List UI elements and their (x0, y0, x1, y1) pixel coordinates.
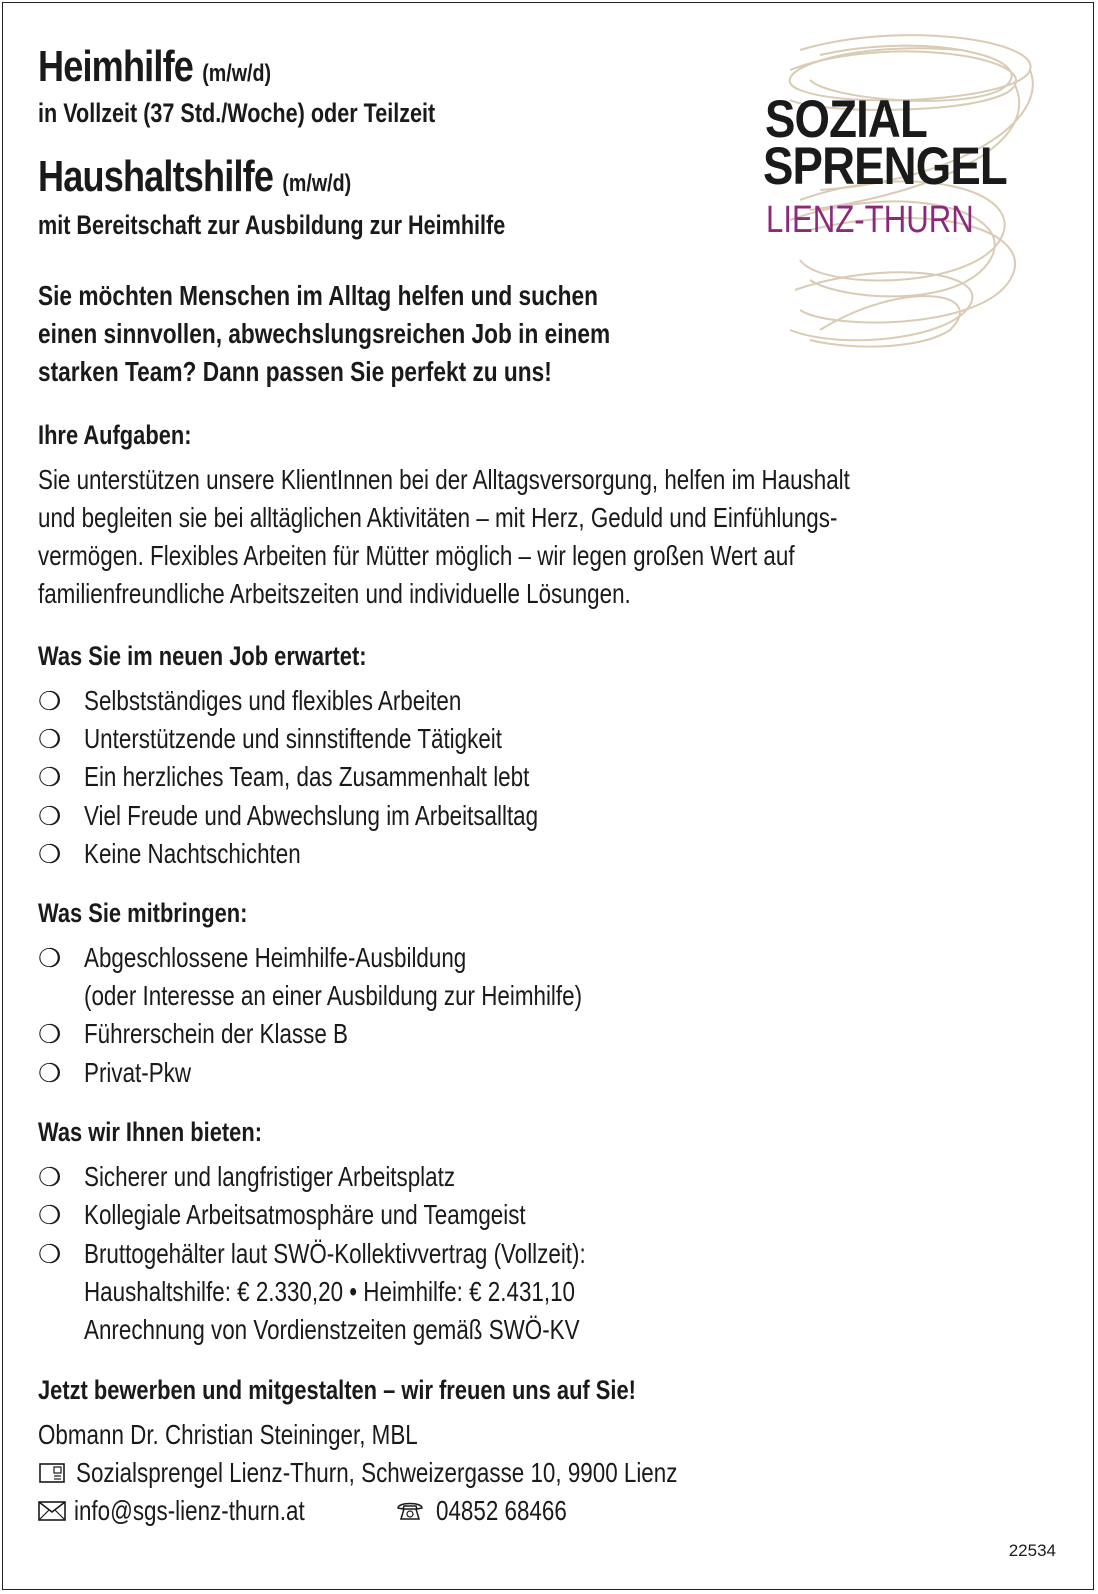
circle-bullet-icon: ❍ (38, 686, 62, 716)
gender-suffix: (m/w/d) (282, 170, 352, 197)
section-heading-mitbringen: Was Sie mitbringen: (38, 898, 248, 928)
section-heading-aufgaben: Ihre Aufgaben: (38, 420, 192, 450)
intro-line: starken Team? Dann passen Sie perfekt zu uns! (38, 356, 552, 387)
phone-number[interactable]: 04852 68466 (436, 1495, 567, 1526)
contact-name: Obmann Dr. Christian Steininger, MBL (38, 1419, 418, 1450)
circle-bullet-icon: ❍ (38, 1200, 62, 1230)
call-to-action: Jetzt bewerben und mitgestalten – wir freuen uns auf Sie! (38, 1375, 636, 1405)
job-subtitle-haushaltshilfe: mit Bereitschaft zur Ausbildung zur Heimhilfe (38, 210, 506, 240)
circle-bullet-icon: ❍ (38, 943, 62, 973)
aufgaben-paragraph (38, 461, 850, 613)
section-heading-erwartet: Was Sie im neuen Job erwartet: (38, 641, 367, 671)
job-title-heimhilfe: Heimhilfe (m/w/d) (38, 42, 272, 91)
job-subtitle-heimhilfe: in Vollzeit (37 Std./Woche) oder Teilzeit (38, 98, 436, 128)
aufgaben-line: und begleiten sie bei alltäglichen Aktivitäten – mit Herz, Geduld und Einfühlungs- (38, 502, 838, 533)
circle-bullet-icon: ❍ (38, 1162, 62, 1192)
circle-bullet-icon: ❍ (38, 801, 62, 831)
logo-text-sozial: SOZIAL (765, 90, 927, 149)
circle-bullet-icon: ❍ (38, 724, 62, 754)
address-text: Sozialsprengel Lienz-Thurn, Schweizergasse 10, 9900 Lienz (76, 1457, 678, 1488)
envelope-icon (38, 1501, 66, 1521)
email-link[interactable]: info@sgs-lienz-thurn.at (74, 1495, 305, 1526)
telephone-icon (396, 1500, 424, 1522)
gender-suffix: (m/w/d) (202, 60, 272, 87)
intro-line: Sie möchten Menschen im Alltag helfen und suchen (38, 280, 598, 311)
intro-line: einen sinnvollen, abwechslungsreichen Job in einem (38, 318, 611, 349)
aufgaben-line: familienfreundliche Arbeitszeiten und individuelle Lösungen. (38, 578, 631, 609)
circle-bullet-icon: ❍ (38, 1019, 62, 1049)
job-title-haushaltshilfe: Haushaltshilfe (m/w/d) (38, 152, 352, 201)
reference-number: 22534 (1008, 1541, 1056, 1560)
aufgaben-line: Sie unterstützen unsere KlientInnen bei der Alltagsversorgung, helfen im Haushalt (38, 464, 850, 495)
circle-bullet-icon: ❍ (38, 1239, 62, 1269)
aufgaben-line: vermögen. Flexibles Arbeiten für Mütter möglich – wir legen großen Wert auf (38, 540, 795, 571)
logo-text-sprengel: SPRENGEL (763, 137, 1007, 196)
intro-paragraph (38, 277, 610, 391)
circle-bullet-icon: ❍ (38, 1058, 62, 1088)
section-heading-bieten: Was wir Ihnen bieten: (38, 1117, 262, 1147)
address-card-icon (39, 1463, 65, 1483)
circle-bullet-icon: ❍ (38, 762, 62, 792)
logo-text-lienz-thurn: LIENZ-THURN (766, 199, 974, 241)
circle-bullet-icon: ❍ (38, 839, 62, 869)
